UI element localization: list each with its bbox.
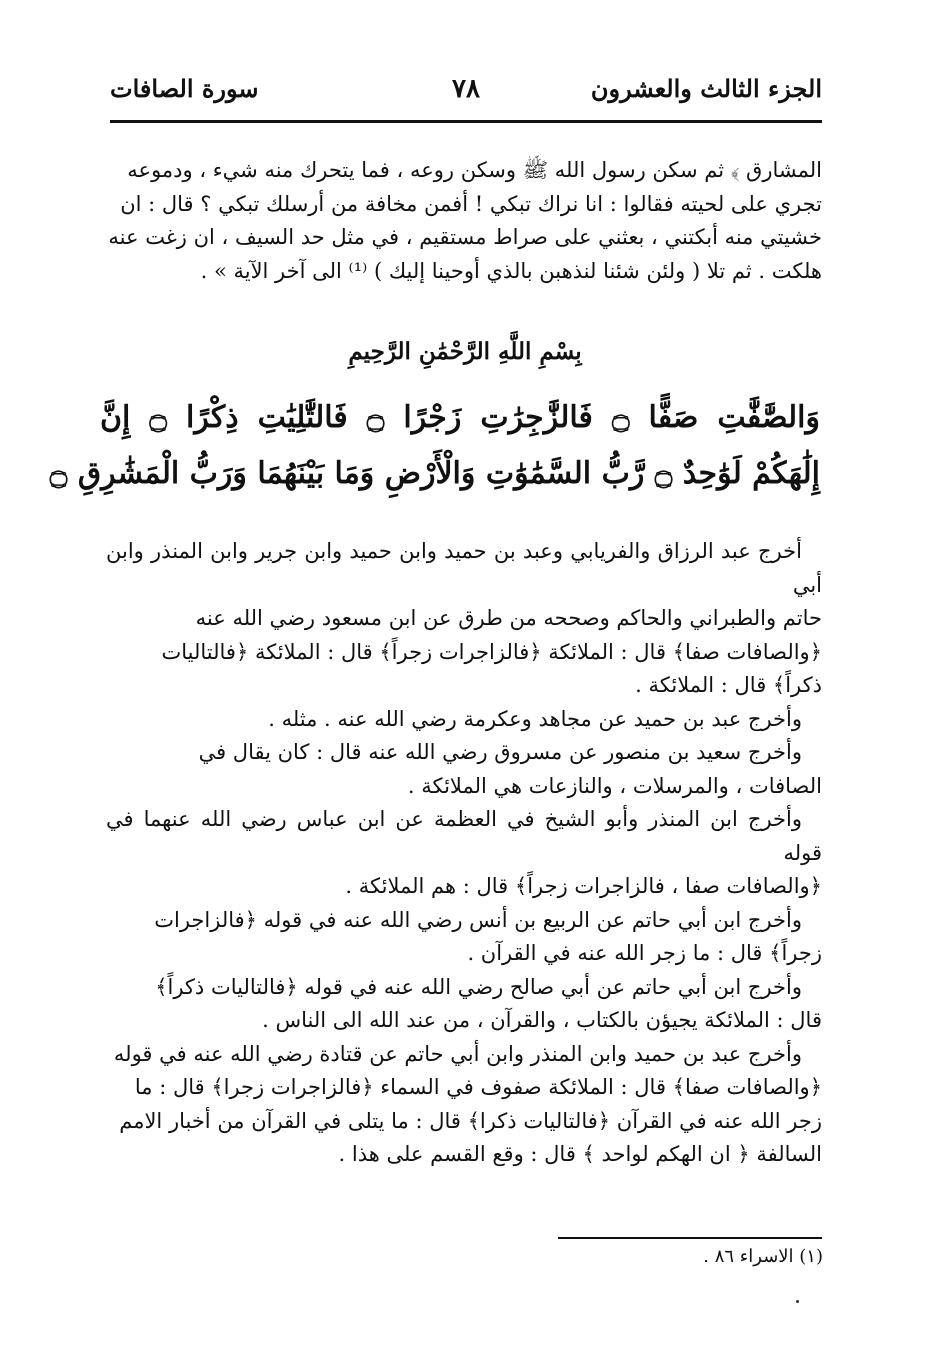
intro-text [106,154,822,288]
text-line: قال : الملائكة يجيؤن بالكتاب ، والقرآن ، من عند الله الى الناس . [262,1008,822,1032]
basmala: بِسْمِ اللَّهِ الرَّحْمَٰنِ الرَّحِيمِ [348,338,582,365]
page-number: ٧٨ [452,74,480,104]
running-header [110,70,822,114]
footnote: (١) الاسراء ٨٦ . [703,1246,823,1267]
surah-title: سورة الصافات [110,74,259,103]
text-line: هلكت . ثم تلا ( ولئن شئنا لنذهبن بالذي أوحينا إليك ) ⁽¹⁾ الى آخر الآية » . [200,258,822,283]
footnote-divider [558,1237,822,1239]
text-line: زجراً﴾ قال : ما زجر الله عنه في القرآن . [467,941,822,965]
text-line: خشيتي منه أبكتني ، بعثني على صراط مستقيم ، في مثل حد السيف ، ان زغت عنه [108,225,822,249]
text-line: وأخرج ابن أبي حاتم عن الربيع بن أنس رضي الله عنه في قوله ﴿فالزاجرات [154,907,802,932]
text-line: المشارق ﴾ ثم سكن رسول الله ﷺ وسكن روعه ، فما يتحرك منه شيء ، ودموعه [127,158,822,182]
part-title: الجزء الثالث والعشرون [590,74,822,103]
text-line: وأخرج ابن أبي حاتم عن أبي صالح رضي الله عنه في قوله ﴿فالتاليات ذكراً﴾ [155,974,802,999]
text-line: زجر الله عنه في القرآن ﴿فالتاليات ذكرا﴾ قال : ما يتلى في القرآن من أخبار الامم [119,1108,822,1133]
text-line: ﴿والصافات صفا ، فالزاجرات زجراً﴾ قال : هم الملائكة . [345,874,822,898]
text-line: وأخرج عبد بن حميد عن مجاهد وعكرمة رضي الله عنه . مثله . [268,706,802,731]
text-line: السالفة ﴿ ان الهكم لواحد ﴾ قال : وقع القسم على هذا . [338,1142,822,1166]
commentary-text [106,535,822,1172]
text-line: أخرج عبد الرزاق والفريابي وعبد بن حميد وابن حميد وابن جرير وابن المنذر وابن أبي [106,539,822,597]
scan-speck [796,1300,799,1303]
text-line: وأخرج ابن المنذر وأبو الشيخ في العظمة عن ابن عباس رضي الله عنهما في قوله [106,807,822,865]
text-line: وأخرج سعيد بن منصور عن مسروق رضي الله عنه قال : كان يقال في [198,740,802,764]
text-line: ﴿والصافات صفا﴾ قال : الملائكة ﴿فالزاجرات زجراً﴾ قال : الملائكة ﴿فالتاليات [161,639,822,664]
text-line: تجري على لحيته فقالوا : انا نراك تبكي ! أفمن مخافة من أرسلك تبكي ؟ قال : ان [120,191,822,216]
text-line: الصافات ، والمرسلات ، والنازعات هي الملائكة . [407,773,822,798]
text-line: وأخرج عبد بن حميد وابن المنذر وابن أبي حاتم عن قتادة رضي الله عنه في قوله [113,1041,802,1066]
quran-verse-line: وَالصَّٰفَّٰتِ صَفًّا ۝ فَالزَّٰجِرَٰتِ زَجْرًا ۝ فَالتَّٰلِيَٰتِ ذِكْرًا ۝ إِنَّ [100,400,821,435]
header-divider [110,120,822,123]
text-line: ﴿والصافات صفا﴾ قال : الملائكة صفوف في السماء ﴿فالزاجرات زجرا﴾ قال : ما [134,1075,822,1099]
text-line: حاتم والطبراني والحاكم وصححه من طرق عن ابن مسعود رضي الله عنه [195,606,822,630]
quran-verse-line: إِلَٰهَكُمْ لَوَٰحِدٌ ۝ رَّبُّ السَّمَٰوَٰتِ وَالْأَرْضِ وَمَا بَيْنَهُمَا وَرَبُّ الْمَشَٰرِقِ ۝ [49,456,820,491]
text-line: ذكراً﴾ قال : الملائكة . [635,673,822,697]
